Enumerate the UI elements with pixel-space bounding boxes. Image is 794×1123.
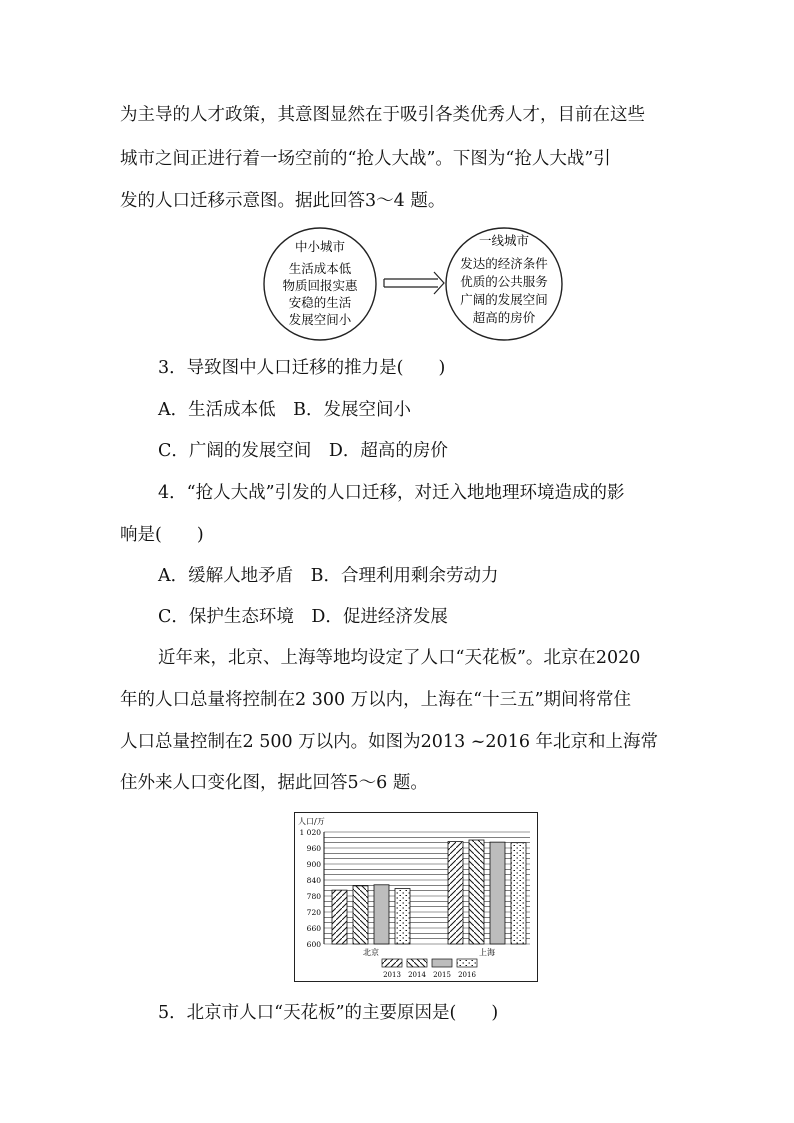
bar-北京-2014	[353, 886, 368, 944]
bar-北京-2013	[332, 890, 347, 944]
y-axis-label: 人口/万	[298, 817, 325, 826]
question-4-options-row-1: A．缓解人地矛盾 B．合理利用剩余劳动力	[158, 566, 499, 586]
question-3-stem: 3．导致图中人口迁移的推力是( )	[158, 358, 446, 378]
migration-diagram	[262, 226, 564, 342]
question-3-options-row-2: C．广阔的发展空间 D．超高的房价	[158, 441, 448, 461]
legend-swatch-2013	[382, 959, 402, 967]
paragraph2-line-3: 人口总量控制在2 500 万以内。如图为2013 ~2016 年北京和上海常	[120, 732, 659, 752]
y-tick-label: 960	[306, 844, 321, 853]
y-tick-label: 1 020	[299, 828, 321, 837]
legend-swatch-2014	[407, 959, 427, 967]
right-circle-item: 广阔的发展空间	[460, 292, 548, 307]
y-tick-label: 600	[306, 940, 321, 949]
migration-arrow-icon	[384, 272, 444, 294]
left-circle-item: 物质回报实惠	[282, 278, 358, 293]
y-tick-label: 780	[306, 892, 321, 901]
left-circle-item: 安稳的生活	[288, 295, 352, 310]
y-tick-label: 660	[306, 924, 321, 933]
legend-label: 2014	[408, 971, 426, 979]
y-tick-label: 840	[306, 876, 321, 885]
bar-上海-2013	[448, 842, 463, 944]
bar-北京-2015	[374, 885, 389, 944]
left-circle-title: 中小城市	[294, 239, 346, 254]
legend-label: 2016	[458, 971, 476, 979]
x-category-label: 北京	[363, 948, 379, 957]
x-category-label: 上海	[479, 948, 495, 957]
bar-上海-2015	[490, 842, 505, 944]
question-5-stem: 5．北京市人口“天花板”的主要原因是( )	[158, 1003, 499, 1023]
question-4-stem-line-2: 响是( )	[120, 525, 204, 545]
bar-北京-2016	[395, 889, 410, 944]
right-circle-item: 发达的经济条件	[460, 256, 548, 271]
legend-label: 2015	[433, 971, 451, 979]
bar-上海-2014	[469, 840, 484, 944]
legend-swatch-2015	[432, 959, 452, 967]
right-circle-title: 一线城市	[478, 233, 530, 248]
bar-上海-2016	[511, 843, 526, 944]
paragraph1-line-1: 为主导的人才政策，其意图显然在于吸引各类优秀人才，目前在这些	[120, 105, 645, 125]
left-circle-item: 发展空间小	[288, 312, 352, 327]
question-4-options-row-2: C．保护生态环境 D．促进经济发展	[158, 607, 448, 627]
paragraph2-line-1: 近年来，北京、上海等地均设定了人口“天花板”。北京在2020	[158, 648, 641, 668]
left-circle-item: 生活成本低	[288, 261, 352, 276]
paragraph2-line-4: 住外来人口变化图，据此回答5～6 题。	[120, 773, 428, 793]
right-circle-item: 超高的房价	[472, 310, 536, 325]
question-4-stem-line-1: 4．“抢人大战”引发的人口迁移，对迁入地地理环境造成的影	[158, 483, 625, 503]
y-tick-label: 720	[306, 908, 321, 917]
paragraph2-line-2: 年的人口总量将控制在2 300 万以内，上海在“十三五”期间将常住	[120, 690, 632, 710]
paragraph1-line-2: 城市之间正进行着一场空前的“抢人大战”。下图为“抢人大战”引	[120, 149, 611, 169]
question-3-options-row-1: A．生活成本低 B．发展空间小	[158, 400, 411, 420]
right-circle-item: 优质的公共服务	[460, 274, 548, 289]
y-tick-label: 900	[306, 860, 321, 869]
population-bar-chart	[294, 812, 538, 982]
legend-swatch-2016	[457, 959, 477, 967]
paragraph1-line-3: 发的人口迁移示意图。据此回答3～4 题。	[120, 191, 446, 211]
legend-label: 2013	[383, 971, 401, 979]
